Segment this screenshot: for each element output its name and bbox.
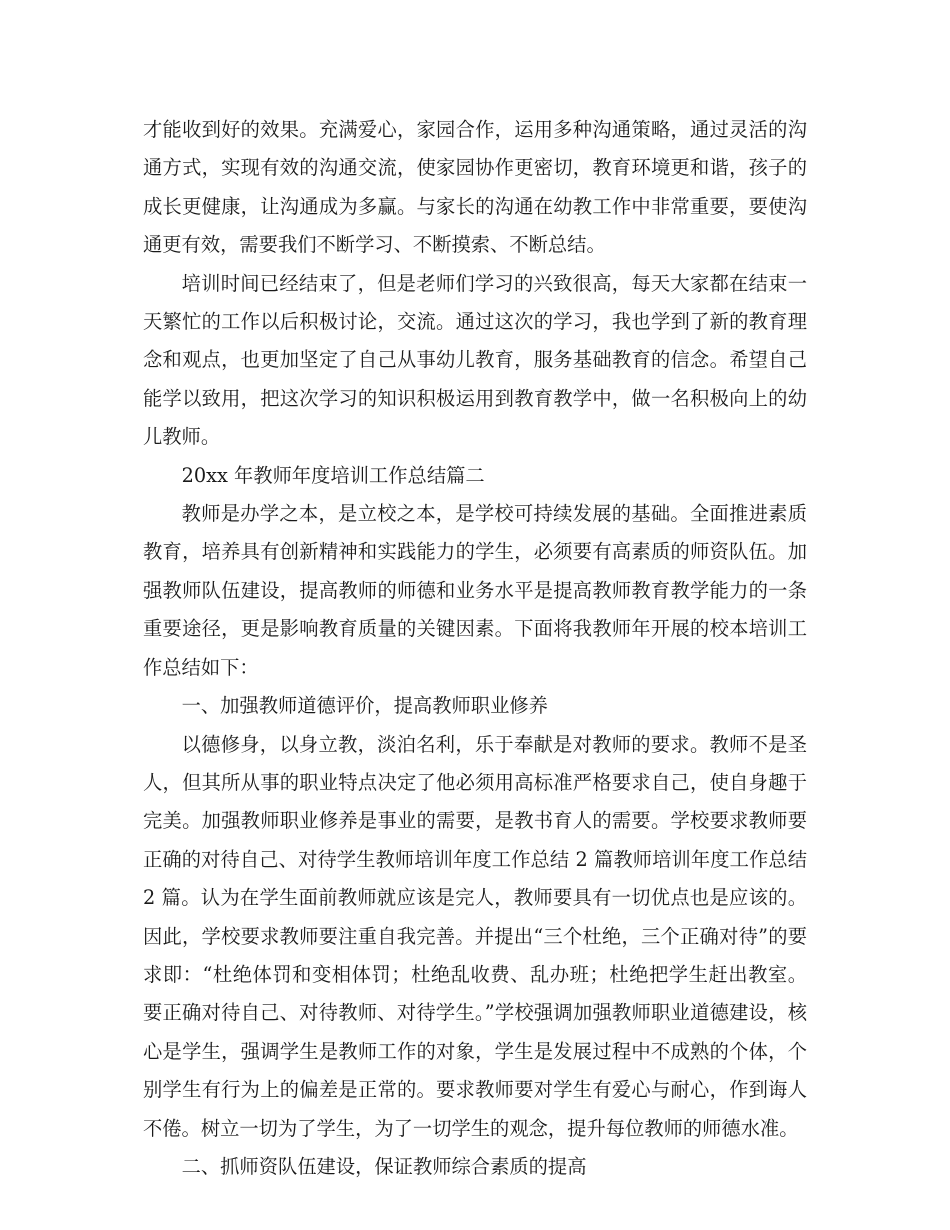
paragraph-1: 才能收到好的效果。充满爱心，家园合作，运用多种沟通策略，通过灵活的沟通方式，实现有效的沟通交流，使家园协作更密切，教育环境更和谐，孩子的成长更健康，让沟通成为多赢。与家长的沟通在幼教工作中非常重要，要使沟通更有效，需要我们不断学习、不断摸索、不断总结。: [143, 118, 807, 257]
paragraph-4: 以德修身，以身立教，淡泊名利，乐于奉献是对教师的要求。教师不是圣人，但其所从事的职业特点决定了他必须用高标准严格要求自己，使自身趣于完美。加强教师职业修养是事业的需要，是教书育人的需要。学校要求教师要正确的对待自己、对待学生教师培训年度工作总结 2 篇教师培训年度工作总结 2 篇。认为在学生面前教师就应该是完人，教师要具有一切优点也是应该的。因此，学校要求教师要注重自我完善。并提出“三个杜绝，三个正确对待”的要求即：“杜绝体罚和变相体罚；杜绝乱收费、乱办班；杜绝把学生赶出教室。要正确对待自己、对待教师、对待学生。”学校强调加强教师职业道德建设，核心是学生，强调学生是教师工作的对象，学生是发展过程中不成熟的个体，个别学生有行为上的偏差是正常的。要求教师要对学生有爱心与耐心，作到诲人不倦。树立一切为了学生，为了一切学生的观念，提升每位教师的师德水准。: [143, 732, 814, 1140]
paragraph-2: 培训时间已经结束了，但是老师们学习的兴致很高，每天大家都在结束一天繁忙的工作以后积极讨论，交流。通过这次的学习，我也学到了新的教育理念和观点，也更加坚定了自己从事幼儿教育，服务基础教育的信念。希望自己能学以致用，把这次学习的知识积极运用到教育教学中，做一名积极向上的幼儿教师。: [143, 271, 807, 449]
paragraph-3: 教师是办学之本，是立校之本，是学校可持续发展的基础。全面推进素质教育，培养具有创新精神和实践能力的学生，必须要有高素质的师资队伍。加强教师队伍建设，提高教师的师德和业务水平是提高教师教育教学能力的一条重要途径，更是影响教育质量的关键因素。下面将我教师年开展的校本培训工作总结如下：: [143, 502, 807, 679]
heading-section-one: 一、加强教师道德评价，提高教师职业修养: [181, 694, 548, 718]
section-title-part-two: 20xx 年教师年度培训工作总结篇二: [181, 463, 485, 487]
document-page: [143, 111, 814, 1186]
heading-section-two: 二、抓师资队伍建设，保证教师综合素质的提高: [181, 1154, 587, 1178]
